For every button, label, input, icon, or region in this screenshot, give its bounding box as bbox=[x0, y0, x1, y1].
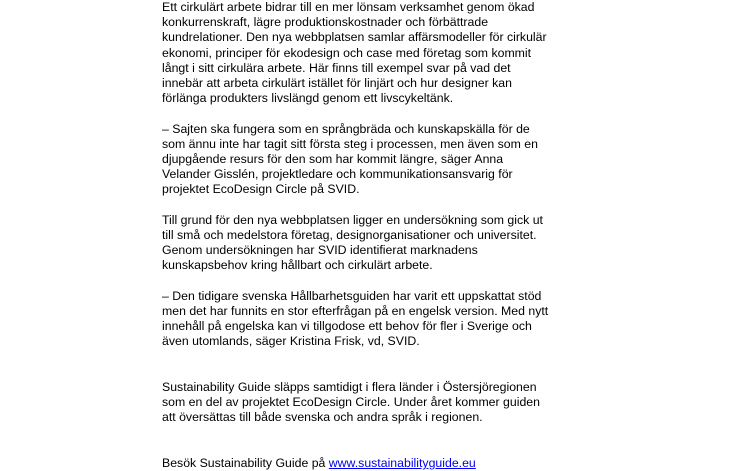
paragraph-release bbox=[162, 365, 602, 471]
paragraph-quote-anna: – Sajten ska fungera som en språngbräda och kunskapskälla för de som ännu inte har tagit sitt första steg i processen, men även som en djupgående resurs för den som har kommit längre, säger Anna Velander Gisslén, projektledare och kommunikationsansvarig för projektet EcoDesign Circle på SVID. bbox=[162, 121, 538, 197]
paragraph-intro: Ett cirkulärt arbete bidrar till en mer lönsam verksamhet genom ökad konkurrenskraft, lägre produktionskostnader och förbättrade kundrelationer. Den nya webbplatsen samlar affärsmodeller för cirkulär ekonomi, principer för ekodesign och case med företag som kommit långt i sitt cirkulära arbete. Här finns till exempel svar på vad det innebär att arbeta cirkulärt istället för linjärt och hur designer kan förlänga produkters livslängd genom ett livscykeltänk. bbox=[162, 0, 547, 106]
paragraph-release-text: Sustainability Guide släpps samtidigt i flera länder i Östersjöregionen som en del av projektet EcoDesign Circle. Under året kommer guiden att översättas till både svenska och andra språk i regionen. bbox=[162, 380, 540, 425]
sustainability-guide-link[interactable]: www.sustainabilityguide.eu bbox=[328, 456, 476, 471]
closing-text: Besök Sustainability Guide på bbox=[162, 456, 329, 471]
paragraph-quote-kristina: – Den tidigare svenska Hållbarhetsguiden har varit ett uppskattat stöd men det har funnits en stor efterfrågan på en engelsk version. Med nytt innehåll på engelska kan vi tillgodose ett behov för fler i Sverige och även utomlands, säger Kristina Frisk, vd, SVID. bbox=[162, 288, 549, 349]
article-body bbox=[162, 0, 602, 471]
paragraph-survey: Till grund för den nya webbplatsen ligger en undersökning som gick ut till små och medelstora företag, designorganisationer och universitet. Genom undersökningen har SVID identifierat marknadens kunskapsbehov kring hållbart och cirkulärt arbete. bbox=[162, 212, 543, 273]
